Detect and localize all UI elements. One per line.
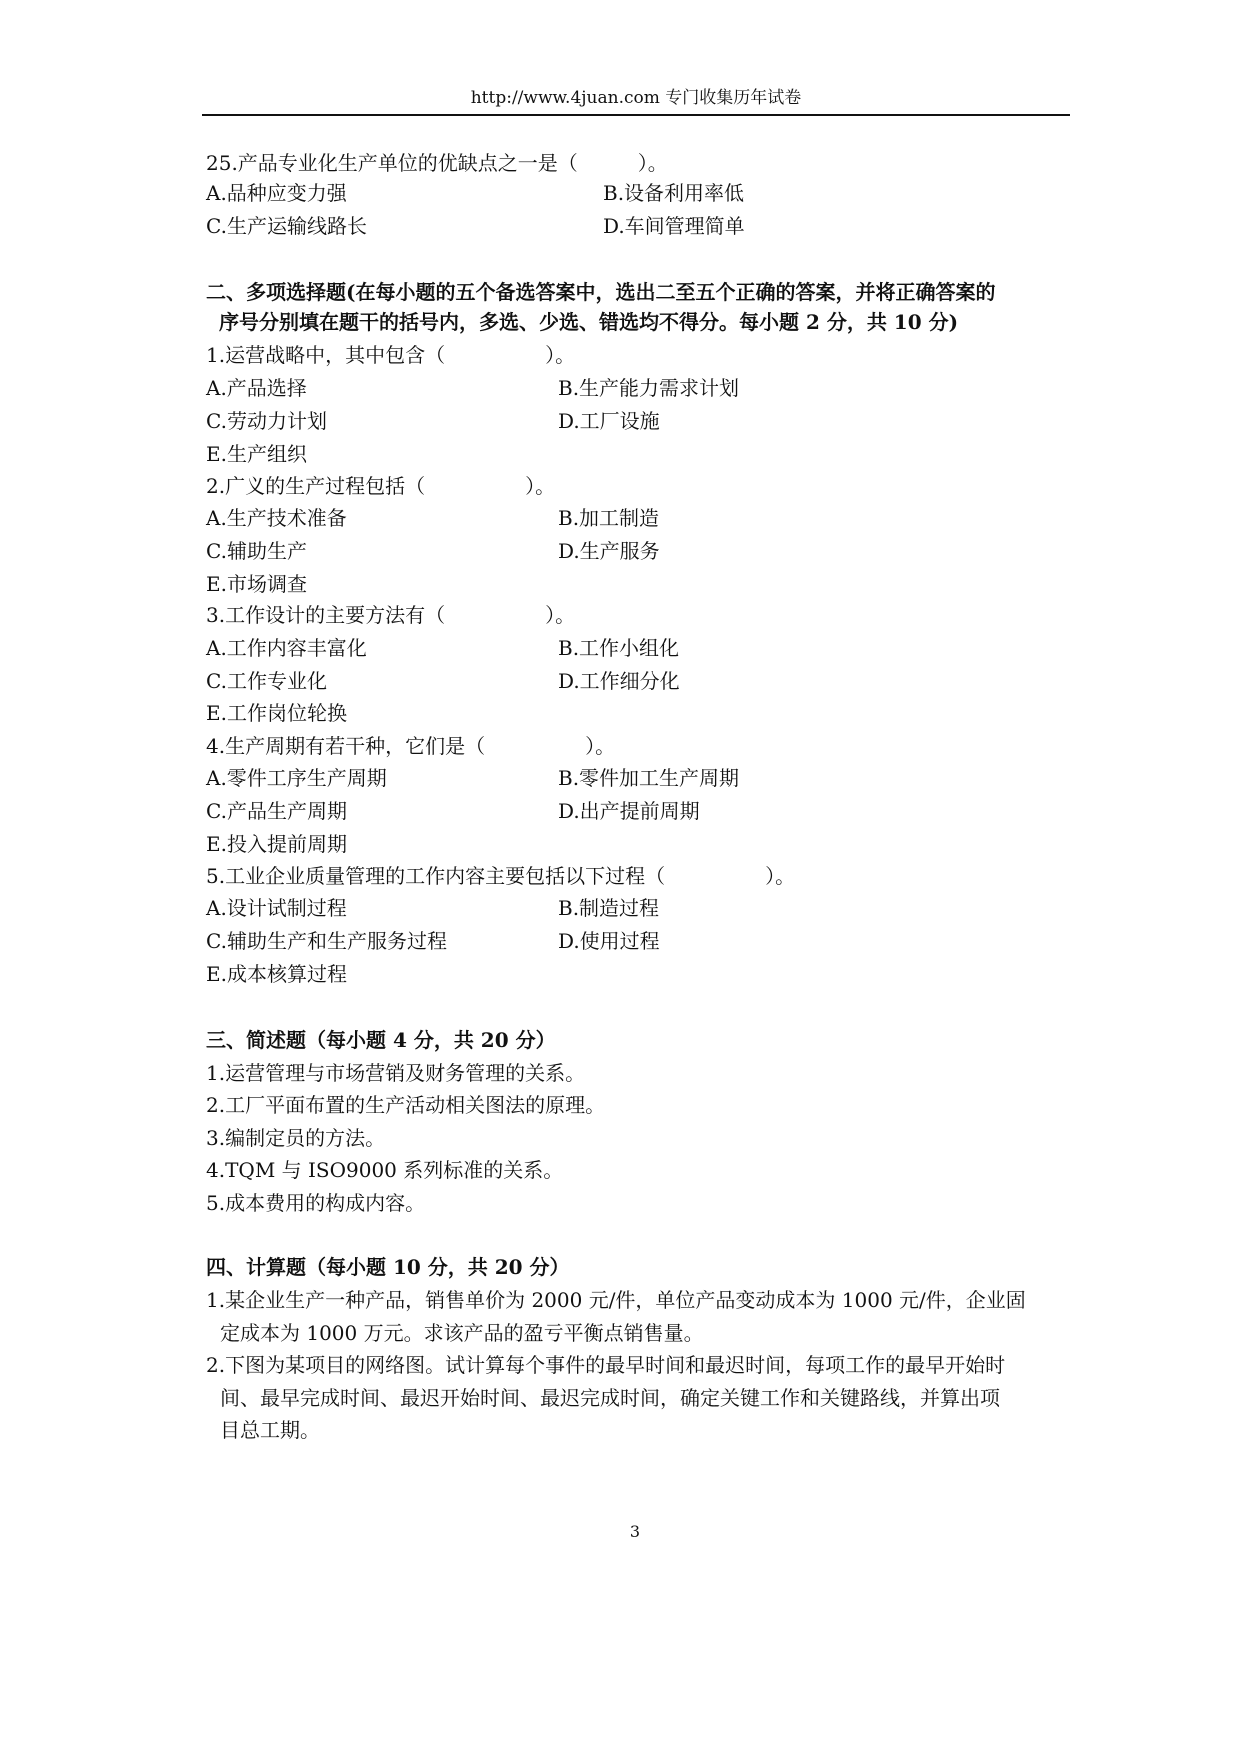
s2-q5-stem: 5.工业企业质量管理的工作内容主要包括以下过程（ ）。 bbox=[206, 864, 796, 888]
s2-q1-option-d: D.工厂设施 bbox=[558, 409, 660, 433]
s2-q3-option-e: E.工作岗位轮换 bbox=[206, 701, 347, 725]
s3-item-4: 4.TQM 与 ISO9000 系列标准的关系。 bbox=[206, 1158, 564, 1182]
s2-q1-option-a: A.产品选择 bbox=[206, 376, 307, 400]
page-header: http://www.4juan.com 专门收集历年试卷 bbox=[470, 88, 802, 108]
s2-q3-option-d: D.工作细分化 bbox=[558, 669, 680, 693]
header-divider bbox=[202, 114, 1070, 116]
s2-q4-option-e: E.投入提前周期 bbox=[206, 832, 347, 856]
section2-title-line2: 序号分别填在题干的括号内，多选、少选、错选均不得分。每小题 2 分，共 10 分) bbox=[219, 310, 959, 334]
q25-option-c: C.生产运输线路长 bbox=[206, 214, 367, 238]
s2-q3-option-c: C.工作专业化 bbox=[206, 669, 327, 693]
q25-stem: 25.产品专业化生产单位的优缺点之一是（ ）。 bbox=[206, 151, 668, 175]
s2-q2-option-a: A.生产技术准备 bbox=[206, 506, 347, 530]
s2-q2-option-d: D.生产服务 bbox=[558, 539, 660, 563]
s4-q1-line1: 1.某企业生产一种产品，销售单价为 2000 元/件，单位产品变动成本为 1000 元/件，企业固 bbox=[206, 1288, 1026, 1312]
q25-option-a: A.品种应变力强 bbox=[206, 181, 347, 205]
s2-q4-stem: 4.生产周期有若干种，它们是（ ）。 bbox=[206, 734, 616, 758]
s2-q1-option-b: B.生产能力需求计划 bbox=[558, 376, 740, 400]
s2-q3-option-a: A.工作内容丰富化 bbox=[206, 636, 367, 660]
s2-q5-option-c: C.辅助生产和生产服务过程 bbox=[206, 929, 447, 953]
s2-q5-option-a: A.设计试制过程 bbox=[206, 896, 347, 920]
s2-q4-option-b: B.零件加工生产周期 bbox=[558, 766, 740, 790]
s2-q4-option-c: C.产品生产周期 bbox=[206, 799, 347, 823]
s2-q1-option-c: C.劳动力计划 bbox=[206, 409, 327, 433]
s4-q2-line1: 2.下图为某项目的网络图。试计算每个事件的最早时间和最迟时间，每项工作的最早开始时 bbox=[206, 1353, 1006, 1377]
s2-q4-option-d: D.出产提前周期 bbox=[558, 799, 700, 823]
s2-q5-option-b: B.制造过程 bbox=[558, 896, 660, 920]
s2-q1-option-e: E.生产组织 bbox=[206, 442, 307, 466]
section2-title-line1: 二、多项选择题(在每小题的五个备选答案中，选出二至五个正确的答案，并将正确答案的 bbox=[206, 280, 996, 304]
s4-q2-line3: 目总工期。 bbox=[220, 1418, 320, 1442]
s3-item-2: 2.工厂平面布置的生产活动相关图法的原理。 bbox=[206, 1093, 606, 1117]
s3-item-5: 5.成本费用的构成内容。 bbox=[206, 1191, 426, 1215]
s2-q2-option-e: E.市场调查 bbox=[206, 572, 307, 596]
s2-q5-option-e: E.成本核算过程 bbox=[206, 962, 347, 986]
s2-q4-option-a: A.零件工序生产周期 bbox=[206, 766, 387, 790]
s3-item-3: 3.编制定员的方法。 bbox=[206, 1126, 386, 1150]
q25-option-b: B.设备利用率低 bbox=[603, 181, 745, 205]
s2-q3-option-b: B.工作小组化 bbox=[558, 636, 680, 660]
s2-q3-stem: 3.工作设计的主要方法有（ ）。 bbox=[206, 603, 576, 627]
s2-q1-stem: 1.运营战略中，其中包含（ ）。 bbox=[206, 343, 576, 367]
s4-q2-line2: 间、最早完成时间、最迟开始时间、最迟完成时间，确定关键工作和关键路线，并算出项 bbox=[220, 1386, 1000, 1410]
s2-q2-stem: 2.广义的生产过程包括（ ）。 bbox=[206, 474, 556, 498]
page-number: 3 bbox=[629, 1522, 641, 1541]
s2-q2-option-b: B.加工制造 bbox=[558, 506, 660, 530]
s3-item-1: 1.运营管理与市场营销及财务管理的关系。 bbox=[206, 1061, 586, 1085]
section3-title: 三、简述题（每小题 4 分，共 20 分） bbox=[206, 1028, 556, 1052]
s4-q1-line2: 定成本为 1000 万元。求该产品的盈亏平衡点销售量。 bbox=[220, 1321, 704, 1345]
s2-q5-option-d: D.使用过程 bbox=[558, 929, 660, 953]
section4-title: 四、计算题（每小题 10 分，共 20 分） bbox=[206, 1255, 570, 1279]
s2-q2-option-c: C.辅助生产 bbox=[206, 539, 307, 563]
q25-option-d: D.车间管理简单 bbox=[603, 214, 745, 238]
